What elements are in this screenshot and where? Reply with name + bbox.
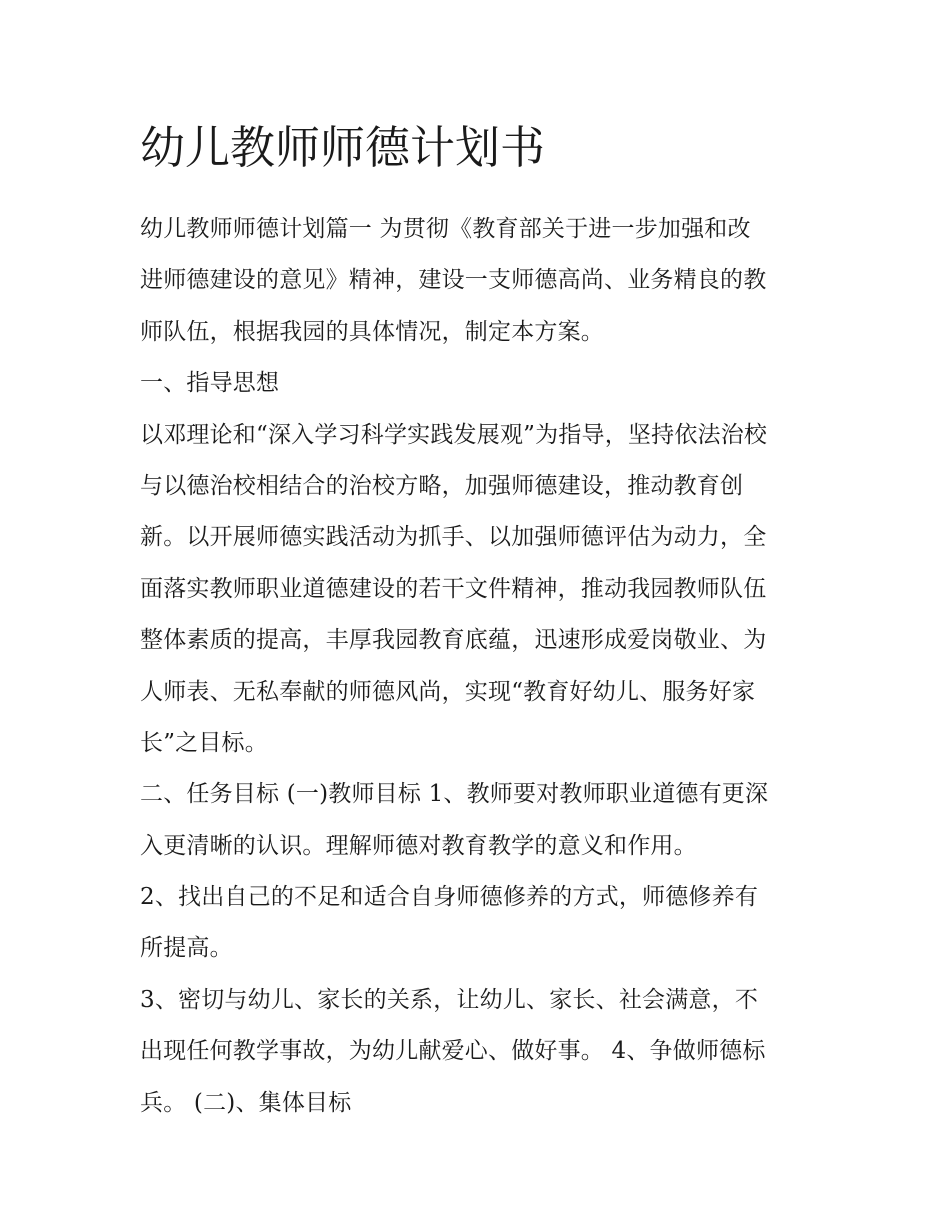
document-body xyxy=(140,118,820,1129)
text-line: 入更清晰的认识。理解师德对教育教学的意义和作用。 xyxy=(140,832,697,859)
text-line: 进师德建设的意见》精神，建设一支师德高尚、业务精良的教 xyxy=(140,267,767,294)
text-line: 师队伍，根据我园的具体情况，制定本方案。 xyxy=(140,318,604,345)
text-line: 所提高。 xyxy=(140,935,233,962)
text-line: 新。以开展师德实践活动为抓手、以加强师德评估为动力，全 xyxy=(140,524,767,551)
document-title: 幼儿教师师德计划书 xyxy=(140,121,546,174)
text-line: 面落实教师职业道德建设的若干文件精神，推动我园教师队伍 xyxy=(140,575,767,602)
text-line: 以邓理论和“深入学习科学实践发展观”为指导，坚持依法治校 xyxy=(140,421,768,448)
section-heading-task-goals: 二、任务目标 (一)教师目标 1、教师要对教师职业道德有更深 xyxy=(140,781,769,808)
text-line: 3、密切与幼儿、家长的关系，让幼儿、家长、社会满意，不 xyxy=(140,986,759,1013)
text-line: 幼儿教师师德计划篇一 为贯彻《教育部关于进一步加强和改 xyxy=(140,216,751,242)
text-line: 长”之目标。 xyxy=(140,729,268,756)
document-text xyxy=(140,204,820,1129)
text-line: 与以德治校相结合的治校方略，加强师德建设，推动教育创 xyxy=(140,472,744,499)
text-line: 人师表、无私奉献的师德风尚，实现“教育好幼儿、服务好家 xyxy=(140,678,756,705)
text-line: 兵。 (二)、集体目标 xyxy=(140,1089,352,1116)
section-heading-guiding-ideology: 一、指导思想 xyxy=(140,370,280,397)
text-line: 2、找出自己的不足和适合自身师德修养的方式，师德修养有 xyxy=(140,884,759,911)
text-line: 出现任何教学事故，为幼儿献爱心、做好事。 4、争做师德标 xyxy=(140,1038,766,1065)
text-line: 整体素质的提高，丰厚我园教育底蕴，迅速形成爱岗敬业、为 xyxy=(140,627,767,654)
